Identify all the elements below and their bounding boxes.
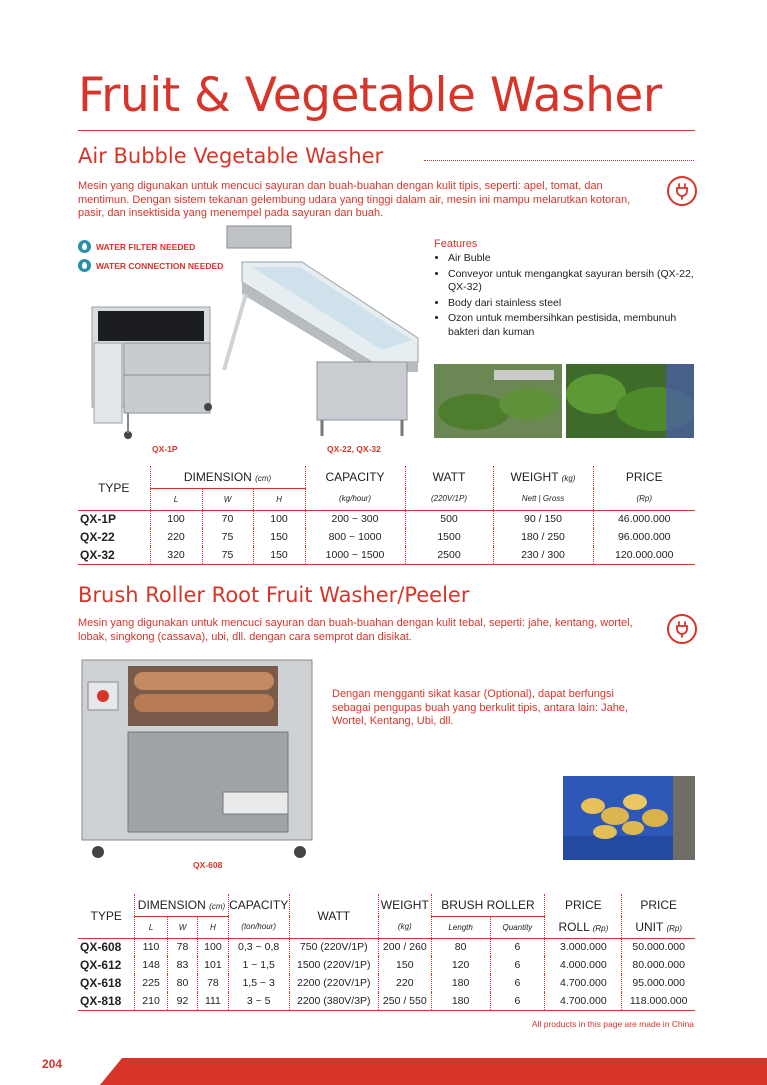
feature-item: • Conveyor untuk mengangkat sayuran bersih (QX-22, QX-32) <box>448 268 698 295</box>
section-title-brush-roller: Brush Roller Root Fruit Washer/Peeler <box>78 583 470 607</box>
subheader-h: H <box>253 488 305 510</box>
table-row: QX-818 210 92 111 3 ~ 5 2200 (380V/3P) 250 / 550 180 6 4.700.000 118.000.000 <box>78 992 695 1010</box>
header-dimension: DIMENSION (cm) <box>135 894 228 916</box>
section-description: Mesin yang digunakan untuk mencuci sayuran dan buah-buahan dengan kulit tebal, seperti: jahe, kentang, wortel, lobak, singkong (cassava), ubi, dll. dengan cara semprot dan disikat. <box>78 617 633 643</box>
qx-608-caption: QX-608 <box>193 860 223 870</box>
qx-22-caption: QX-22, QX-32 <box>327 444 381 454</box>
made-in-china-note: All products in this page are made in China <box>531 1019 694 1029</box>
table-row: QX-618 225 80 78 1,5 ~ 3 2200 (220V/1P) 220 180 6 4.700.000 95.000.000 <box>78 974 695 992</box>
water-filter-note: WATER FILTER NEEDED <box>78 240 195 253</box>
section-title-air-bubble: Air Bubble Vegetable Washer <box>78 144 384 168</box>
header-dimension: DIMENSION (cm) <box>150 466 305 488</box>
subheader-price-roll: ROLL (Rp) <box>545 916 622 938</box>
vegetable-conveyor-photo <box>434 364 562 438</box>
subheader-price: (Rp) <box>593 488 695 510</box>
header-type: TYPE <box>78 466 150 510</box>
water-drop-icon <box>78 240 91 253</box>
header-brush-roller: BRUSH ROLLER <box>431 894 545 916</box>
subheader-l: L <box>150 488 202 510</box>
water-connection-note: WATER CONNECTION NEEDED <box>78 259 223 272</box>
table-row: QX-22 220 75 150 800 ~ 1000 1500 180 / 250 96.000.000 <box>78 528 695 546</box>
table-row: QX-1P 100 70 100 200 ~ 300 500 90 / 150 46.000.000 <box>78 510 695 528</box>
header-weight: WEIGHT (kg) <box>493 466 593 488</box>
title-rule <box>78 130 695 131</box>
power-plug-icon <box>667 176 697 206</box>
feature-item: • Ozon untuk membersihkan pestisida, membunuh bakteri dan kuman <box>448 312 698 339</box>
subheader-w: W <box>202 488 253 510</box>
qx-1p-machine-image <box>84 295 220 445</box>
subheader-watt: (220V/1P) <box>405 488 493 510</box>
header-price-roll: PRICE <box>545 894 622 916</box>
header-price-unit: PRICE <box>622 894 695 916</box>
subheader-length: Length <box>431 916 490 938</box>
feature-item: • Body dari stainless steel <box>448 297 698 311</box>
subheader-capacity: (ton/hour) <box>228 916 289 938</box>
section-description: Mesin yang digunakan untuk mencuci sayuran dan buah-buahan dengan kulit tipis, seperti: apel, tomat, dan mentimun. Dengan sistem tekanan gelembung udara yang tinggi dalam air, mesin ini mampu melarutkan kotoran, pasir, dan insektisida yang menempel pada sayuran dan buah. <box>78 180 631 219</box>
air-bubble-spec-table <box>78 466 695 565</box>
table-row: QX-32 320 75 150 1000 ~ 1500 2500 230 / 300 120.000.000 <box>78 546 695 564</box>
table-row: QX-612 148 83 101 1 ~ 1,5 1500 (220V/1P) 150 120 6 4.000.000 80.000.000 <box>78 956 695 974</box>
header-type: TYPE <box>78 894 135 938</box>
subheader-l: L <box>135 916 167 938</box>
subheader-w: W <box>167 916 197 938</box>
features-title: Features <box>434 238 478 250</box>
washed-vegetables-photo <box>566 364 694 438</box>
features-list <box>434 252 698 341</box>
table-row: QX-608 110 78 100 0,3 ~ 0,8 750 (220V/1P) 200 / 260 80 6 3.000.000 50.000.000 <box>78 938 695 956</box>
subheader-quantity: Quantity <box>490 916 545 938</box>
header-watt: WATT <box>289 894 378 938</box>
qx-1p-caption: QX-1P <box>152 444 178 454</box>
brush-roller-spec-table <box>78 894 695 1011</box>
potatoes-photo <box>563 776 695 860</box>
header-watt: WATT <box>405 466 493 488</box>
subheader-price-unit: UNIT (Rp) <box>622 916 695 938</box>
subheader-capacity: (kg/hour) <box>305 488 405 510</box>
qx-22-machine-image <box>222 222 420 442</box>
header-weight: WEIGHT <box>378 894 431 916</box>
page-title: Fruit & Vegetable Washer <box>78 68 662 123</box>
header-capacity: CAPACITY <box>228 894 289 916</box>
footer-band <box>100 1058 767 1085</box>
water-drop-icon <box>78 259 91 272</box>
header-capacity: CAPACITY <box>305 466 405 488</box>
qx-608-machine-image <box>78 652 318 862</box>
feature-item: • Air Buble <box>448 252 698 266</box>
section-divider <box>424 160 694 161</box>
header-price: PRICE <box>593 466 695 488</box>
subheader-weight: Nett | Gross <box>493 488 593 510</box>
optional-brush-note: Dengan mengganti sikat kasar (Optional), dapat berfungsi sebagai pengupas buah yang berkulit tipis, antara lain: Jahe, Wortel, Kentang, Ubi, dll. <box>332 688 628 727</box>
subheader-weight: (kg) <box>378 916 431 938</box>
page-number: 204 <box>42 1057 63 1071</box>
subheader-h: H <box>198 916 228 938</box>
power-plug-icon <box>667 614 697 644</box>
